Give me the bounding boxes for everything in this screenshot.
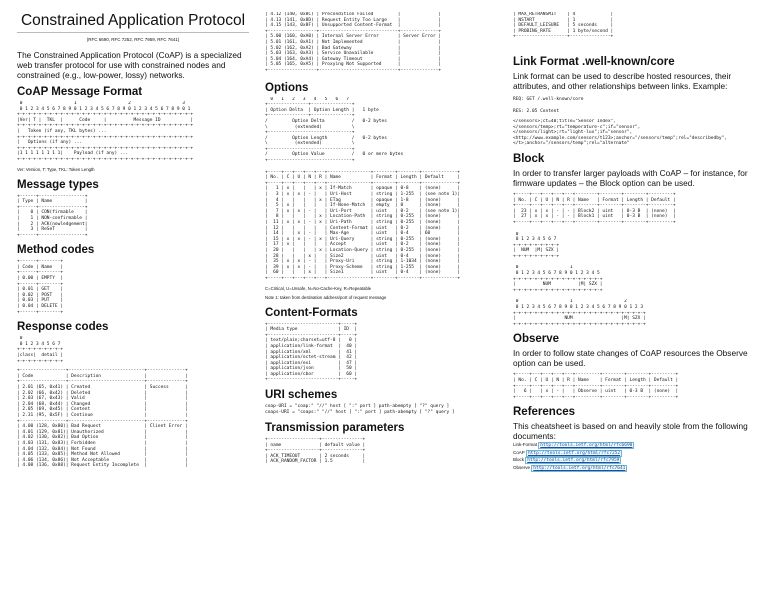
transmission-table: +-------------------+---------------+ | name | default value | +-------------------+---------------+ | ACK_TIMEOUT | 2 seconds | | ACK_RANDOM_FACTOR | 1.5 |	[265, 437, 366, 465]
message-types-table: +------+-----------------+ | Type | Name | +------+-----------------+ | 0 | CON(firmable | | 1 | NON-confirmable | | 2 | ACK(nowledgement| | 3 | ReSeT | +------+-----------------+	[17, 193, 88, 238]
block-diagram-1-byte: 0 0 1 2 3 4 5 6 7 +-+-+-+-+-+-+-+-+ | NUM |M| SZX | +-+-+-+-+-+-+-+-+	[513, 231, 560, 259]
block-heading: Block	[513, 152, 545, 165]
reference-label: Link-Format	[513, 442, 538, 448]
reference-label: Block	[513, 457, 525, 463]
options-heading: Options	[265, 81, 309, 94]
response-codes-table: +-----------------+----------------------------+--------------+ | Code | Description | | +-----------------+----------------------------+--------------+ | 2.01 (65, 0x41) | Created | Success | | 2.02 (66, 0x42) | Deleted | | | 2.03 (67, 0x43) | Valid | | | 2.04 (68, 0x44) | Changed | | | 2.05 (69, 0x45) | Content | | | 2.31 (95, 0x5F) | Continue | | +-----------------+----------------------------+--------------+ | 4.00 (128, 0x80)| Bad Request | Client Error | | 4.01 (129, 0x81)| Unauthorized | | | 4.02 (130, 0x82)| Bad Option | | | 4.03 (131, 0x83)| Forbidden | | | 4.04 (132, 0x84)| Not Found | | | 4.05 (133, 0x85)| Method Not Allowed | | | 4.06 (134, 0x86)| Not Acceptable | | | 4.08 (136, 0x88)| Request Entity Incomplete | |	[17, 368, 188, 469]
reference-link[interactable]: http://tools.ietf.org/html/rfc7959	[527, 458, 620, 464]
block-diagram-2-byte: 0 1 0 1 2 3 4 5 6 7 8 9 0 1 2 3 4 5 +-+-+-+-+-+-+-+-+-+-+-+-+-+-+-+-+ | NUM |M| SZX | +-+-+-+-+-+-+-+-+-+-+-+-+-+-+-+-+	[513, 265, 603, 293]
intro-paragraph: The Constrained Application Protocol (CoAP) is a specialized web transfer protocol for use with constrained nodes and constrained (e.g., low-power, lossy) networks.	[17, 50, 242, 80]
response-class-diagram: 0 0 1 2 3 4 5 6 7 +-+-+-+-+-+-+-+-+ |class| detail | +-+-+-+-+-+-+-+-+	[17, 336, 64, 364]
link-format-heading: Link Format .well-known/core	[513, 55, 675, 68]
reference-link[interactable]: http://tools.ietf.org/html/rfc7252	[527, 450, 621, 456]
block-options-table: +-----+---+---+---+---+--------+--------+--------+---------+ | No. | C | U | N | R | Name | Format | Length | Default | +-----+---+---+---+---+--------+--------+--------+---------+ | 23 | x | x | - | - | Block2 | uint | 0-3 B | (none) | | 27 | x | x | - | - | Block1 | uint | 0-3 B | (none) | +-----+---+---+---+---+--------+--------+--------+---------+	[513, 191, 676, 225]
column-3	[513, 10, 753, 472]
reference-item	[513, 442, 753, 450]
observe-table: +-----+---+---+---+---+---------+--------+--------+---------+ | No. | C | U | N | R | Name | Format | Length | Default | +-----+---+---+---+---+---------+--------+--------+---------+ | 6 | | x | - | | Observe | uint | 0-3 B | (none) | +-----+---+---+---+---+---------+--------+--------+---------+	[513, 372, 679, 400]
page-title: Constrained Application Protocol	[17, 12, 249, 33]
transmission-heading: Transmission parameters	[265, 422, 405, 435]
option-format-diagram: 0 1 2 3 4 5 6 7 +---------------+---------------+ | Option Delta | Option Length | 1 byte +---------------+---------------+ / Option Delta / 0-2 bytes \ (extended) \ +-------------------------------+ / Option Length / 0-2 bytes \ (extended) \ +-------------------------------+ / Option Value / 0 or more bytes +-------------------------------+	[265, 96, 404, 164]
method-codes-heading: Method codes	[17, 244, 95, 257]
message-format-legend: Ver: Version, T: Type, TKL: Token Length	[17, 166, 95, 172]
column-2	[265, 10, 497, 469]
uri-schemes-heading: URI schemes	[265, 389, 338, 402]
references-heading: References	[513, 406, 576, 419]
options-table: +-----+---+---+---+---+----------------+--------+--------+-------------+ | No. | C | U | N | R | Name | Format | Length | Default | +-----+---+---+---+---+----------------+--------+--------+-------------+ | 1 | x | | | x | If-Match | opaque | 0-8 | (none) | | 3 | x | x | - | | Uri-Host | string | 1-255 | (see note 1)| | 4 | | | | x | ETag | opaque | 1-8 | (none) | | 5 | x | | | | If-None-Match | empty | 0 | (none) | | 7 | x | x | - | | Uri-Port | uint | 0-2 | (see note 1)| | 8 | | | | x | Location-Path | string | 0-255 | (none) | | 11 | x | x | - | x | Uri-Path | string | 0-255 | (none) | | 12 | | | | | Content-Format | uint | 0-2 | (none) | | 14 | | x | - | | Max-Age | uint | 0-4 | 60 | | 15 | x | x | - | x | Uri-Query | string | 0-255 | (none) | | 17 | x | | | | Accept | uint | 0-2 | (none) | | 20 | | | | x | Location-Query | string | 0-255 | (none) | | 28 | | | x | | Size2 | uint | 0-4 | (none) | | 35 | x | x | - | | Proxy-Uri | string | 1-1034 | (none) | | 39 | x | x | - | | Proxy-Scheme | string | 1-255 | (none) | | 60 | | | x | | Size1 | uint | 0-4 | (none) | +-----+---+---+---+---+----------------+--------+--------+-------------+	[265, 169, 461, 281]
options-legend: C=Critical, U=Unsafe, N=No-Cache-Key, R=Repeatable	[265, 285, 372, 291]
link-format-response: RES: 2.05 Content	[513, 108, 560, 114]
reference-item	[513, 457, 753, 465]
transmission-table-continued: | MAX_RETRANSMIT | 4 | | NSTART | 1 | | DEFAULT_LEISURE | 5 seconds | | PROBING_RATE | 1 byte/second | +-------------------+---------------+	[513, 12, 614, 40]
reference-link[interactable]: http://tools.ietf.org/html/rfc7641	[533, 465, 626, 471]
observe-heading: Observe	[513, 333, 560, 346]
response-codes-table-continued: | 4.12 (140, 0x8C) | Precondition Failed | | | 4.13 (141, 0x8D) | Request Entity Too Large | | | 4.15 (143, 0x8F) | Unsupported Content-Format | | +------------------+-----------------------------+--------------+ | 5.00 (160, 0xA0) | Internal Server Error | Server Error | | 5.01 (161, 0xA1) | Not Implemented | | | 5.02 (162, 0xA2) | Bad Gateway | | | 5.03 (163, 0xA3) | Service Unavailable | | | 5.04 (164, 0xA4) | Gateway Timeout | | | 5.05 (165, 0xA5) | Proxying Not Supported | | +------------------+-----------------------------+--------------+	[265, 12, 442, 73]
reference-label: Observe	[513, 464, 531, 470]
link-format-request: REQ: GET /.well-known/core	[513, 96, 584, 102]
method-codes-table: +------+--------+ | Code | Name | +------+--------+ | 0.00 | EMPTY | +------+--------+ | 0.01 | GET | | 0.02 | POST | | 0.03 | PUT | | 0.04 | DELETE | +------+--------+	[17, 259, 64, 315]
reference-link[interactable]: http://tools.ietf.org/html/rfc6690	[540, 443, 633, 449]
uri-scheme-lines: coap-URI = "coap:" "//" host [ ":" port ] path-abempty [ "?" query ] coaps-URI = "coaps:" "//" host [ ":" port ] path-abempty [ "?" query ]	[265, 404, 455, 416]
options-note: Note 1: taken from destination address/port of request message	[265, 294, 387, 300]
observe-text: In order to follow state changes of CoAP resources the Observe option can be used.	[513, 348, 748, 369]
reference-list	[513, 442, 753, 472]
message-format-diagram: 0 1 2 3 0 1 2 3 4 5 6 7 8 9 0 1 2 3 4 5 6 7 8 9 0 1 2 3 4 5 6 7 8 9 0 1 +-+-+-+-+-+-+-+-+-+-+-+-+-+-+-+-+-+-+-+-+-+-+-+-+-+-+-+-+-+-+-+-+ |Ver| T | TKL | Code | Message ID | +-+-+-+-+-+-+-+-+-+-+-+-+-+-+-+-+-+-+-+-+-+-+-+-+-+-+-+-+-+-+-+-+ | Token (if any, TKL bytes) ... +-+-+-+-+-+-+-+-+-+-+-+-+-+-+-+-+-+-+-+-+-+-+-+-+-+-+-+-+-+-+-+-+ | Options (if any) ... +-+-+-+-+-+-+-+-+-+-+-+-+-+-+-+-+-+-+-+-+-+-+-+-+-+-+-+-+-+-+-+-+ |1 1 1 1 1 1 1 1| Payload (if any) ... +-+-+-+-+-+-+-+-+-+-+-+-+-+-+-+-+-+-+-+-+-+-+-+-+-+-+-+-+-+-+-+-+	[17, 101, 194, 162]
rfc-list: (RFC 6690, RFC 7252, RFC 7959, RFC 7641)	[86, 37, 180, 42]
link-format-text: Link format can be used to describe hosted resources, their attributes, and other relationships between links. Example:	[513, 70, 732, 91]
references-text: This cheatsheet is based on and heavily stole from the following documents:	[513, 421, 748, 442]
message-format-heading: CoAP Message Format	[17, 86, 143, 98]
reference-label: CoAP	[513, 449, 525, 455]
message-types-heading: Message types	[17, 178, 99, 191]
column-1	[17, 10, 249, 473]
link-format-body: </sensors>;ct=40;title="Sensor Index", </sensors/temp>;rt="temperature-c";if="sensor", </sensors/light>;rt="light-lux";if="sensor", <http://www.example.com/sensors/t123>;anchor="/sensors/temp";rel="describedby", </t>;anchor="/sensors/temp";rel="alternate"	[513, 118, 728, 147]
content-formats-heading: Content-Formats	[265, 306, 358, 319]
reference-item	[513, 450, 753, 458]
response-codes-heading: Response codes	[17, 321, 109, 334]
content-formats-table: +--------------------------+-----+ | Media type | ID | +--------------------------+-----+ | text/plain;charset=utf-8 | 0 | | application/link-format | 40 | | application/xml | 41 | | application/octet-stream | 42 | | application/exi | 47 | | application/json | 50 | | application/cbor | 60 | +--------------------------+-----+	[265, 321, 358, 383]
block-text: In order to transfer larger payloads with CoAP – for instance, for firmware updates – the Block option can be used.	[513, 167, 748, 188]
block-diagram-3-byte: 0 1 2 0 1 2 3 4 5 6 7 8 9 0 1 2 3 4 5 6 7 8 9 0 1 2 3 +-+-+-+-+-+-+-+-+-+-+-+-+-+-+-+-+-+-+-+-+-+-+-+-+ | NUM |M| SZX | +-+-+-+-+-+-+-+-+-+-+-+-+-+-+-+-+-+-+-+-+-+-+-+-+	[513, 299, 646, 327]
reference-item	[513, 465, 753, 473]
